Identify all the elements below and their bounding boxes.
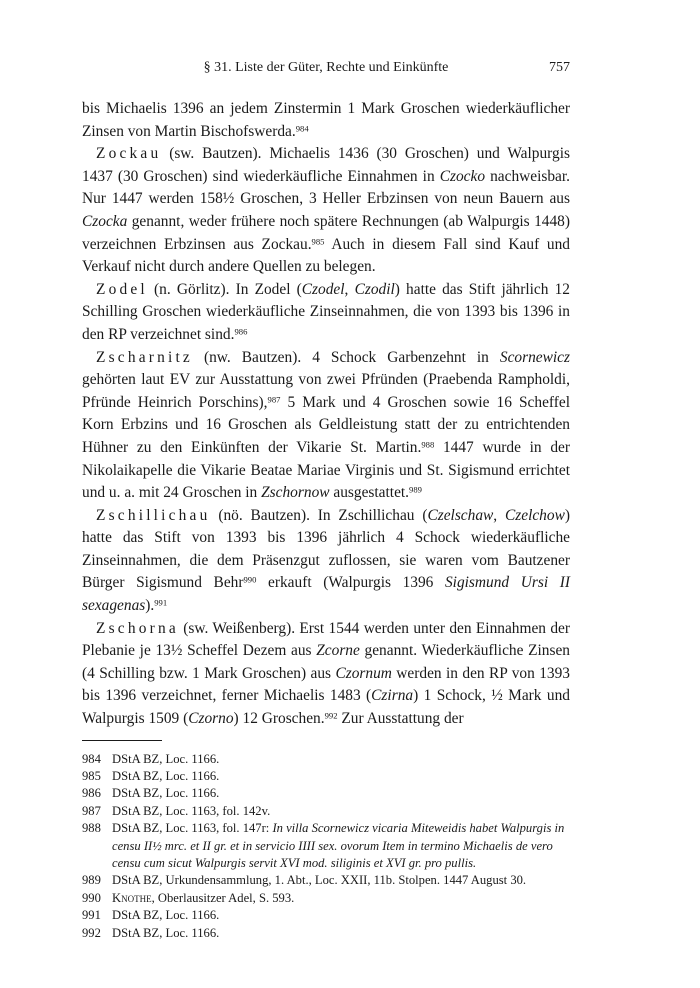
footnote-ref: 986	[234, 326, 248, 337]
footnote-ref: 990	[243, 574, 257, 585]
footnote-992: 992 DStA BZ, Loc. 1166.	[82, 925, 570, 942]
entry-zschillichau: Zschillichau (nö. Bautzen). In Zschillichau (Czelschaw, Czelchow) hatte das Stift von 1393 bis 1396 jährlich 4 Schock wiederkäufliche Zinseinnahmen, die dem Präsenzgut zuflossen, sie waren vom Bautzener Bürger Sigismund Behr$^{990}$ erkauft (Walpurgis 1396 Sigismund Ursi II sexagenas).$^{991}$	[82, 506, 570, 615]
footnote-988: 988 DStA BZ, Loc. 1163, fol. 147r: In villa Scornewicz vicaria Miteweidis habet Walpurgis in censu II½ mrc. et II gr. et in servicio IIII sex. ovorum Item in termino Michaelis de vero censu cum sicut Walpurgis servit XVI mod. siliginis et XVI gr. pro pullis.	[82, 821, 565, 871]
footnote-987: 987 DStA BZ, Loc. 1163, fol. 142v.	[82, 803, 570, 820]
paragraph-continuation: bis Michaelis 1396 an jedem Zinstermin 1 Mark Groschen wiederkäuflicher Zinsen von Martin Bischofswerda.$^{984}$	[82, 100, 570, 140]
entry-zscharnitz: Zscharnitz (nw. Bautzen). 4 Schock Garbenzehnt in Scornewicz gehörten laut EV zur Ausstattung von zwei Pfründen (Praebenda Rampholdi, Pfründe Heinrich Porschins),$^{987}$ 5 Mark und 4 Groschen sowie 16 Scheffel Korn Erbzins und 16 Groschen als Geldleistung statt der zu entrichtenden Hühner zu den Einkünften der Vikarie St. Martin.$^{988}$ 1447 wurde in der Nikolaikapelle die Vikarie Beatae Mariae Virginis und St. Sigismund errichtet und u. a. mit 24 Groschen in Zschornow ausgestattet.$^{989}$	[82, 348, 570, 502]
running-head: § 31. Liste der Güter, Rechte und Einkünfte	[203, 60, 449, 75]
main-text	[82, 98, 570, 731]
place-name: Zschillichau	[96, 506, 211, 524]
footnote-number: 989	[82, 873, 101, 888]
footnote-number: 984	[82, 751, 101, 766]
footnote-number: 987	[82, 803, 101, 818]
footnote-ref: 985	[311, 235, 325, 246]
footnote-ref: 987	[267, 393, 281, 404]
footnote-ref: 989	[409, 484, 422, 495]
place-name: Zodel	[96, 280, 148, 298]
footnote-number: 985	[82, 769, 101, 784]
footnote-986: 986 DStA BZ, Loc. 1166.	[82, 785, 570, 802]
place-name: Zockau	[96, 145, 162, 163]
footnote-divider	[82, 740, 162, 741]
entry-zockau: Zockau (sw. Bautzen). Michaelis 1436 (30 Groschen) und Walpurgis 1437 (30 Groschen) sind wiederkäufliche Einnahmen in Czocko nachweisbar. Nur 1447 werden 158½ Groschen, 3 Heller Erbzinsen von neun Bauern aus Czocka genannt, weder frühere noch spätere Rechnungen (ab Walpurgis 1448) verzeichnen Erbzinsen aus Zockau.$^{985}$ Auch in diesem Fall sind Kauf und Verkauf nicht durch andere Quellen zu belegen.	[82, 145, 570, 276]
place-name: Zschorna	[96, 619, 179, 637]
place-name: Zscharnitz	[96, 348, 193, 366]
footnote-991: 991 DStA BZ, Loc. 1166.	[82, 907, 570, 924]
footnote-number: 992	[82, 925, 101, 940]
footnote-ref: 991	[154, 597, 168, 608]
footnote-ref: 984	[295, 122, 309, 133]
footnotes	[82, 751, 570, 942]
footnote-990: 990 Knothe, Oberlausitzer Adel, S. 593.	[82, 890, 570, 907]
entry-zschorna: Zschorna (sw. Weißenberg). Erst 1544 werden unter den Einnahmen der Plebanie je 13½ Scheffel Dezem aus Zcorne genannt. Wiederkäufliche Zinsen (4 Schilling bzw. 1 Mark Groschen) aus Czornum werden in den RP von 1393 bis 1396 verzeichnet, ferner Michaelis 1483 (Czirna) 1 Schock, ½ Mark und Walpurgis 1509 (Czorno) 12 Groschen.$^{992}$ Zur Ausstattung der	[82, 619, 570, 728]
page-number: 757	[549, 60, 570, 75]
footnote-number: 990	[82, 890, 101, 905]
footnote-985: 985 DStA BZ, Loc. 1166.	[82, 768, 570, 785]
book-page	[82, 60, 570, 942]
footnote-ref: 988	[421, 439, 435, 450]
footnote-989: 989 DStA BZ, Urkundensammlung, 1. Abt., Loc. XXII, 11b. Stolpen. 1447 August 30.	[82, 872, 570, 889]
entry-zodel: Zodel (n. Görlitz). In Zodel (Czodel, Czodil) hatte das Stift jährlich 12 Schilling Groschen wiederkäufliche Zinseinnahmen, die von 1393 bis 1396 in den RP verzeichnet sind.$^{986}$	[82, 280, 571, 343]
page-header	[82, 60, 570, 82]
footnote-number: 988	[82, 821, 101, 836]
author-name: Knothe	[112, 890, 152, 905]
footnote-number: 991	[82, 908, 101, 923]
footnote-number: 986	[82, 786, 101, 801]
footnote-984: 984 DStA BZ, Loc. 1166.	[82, 751, 570, 768]
footnote-ref: 992	[324, 710, 338, 721]
